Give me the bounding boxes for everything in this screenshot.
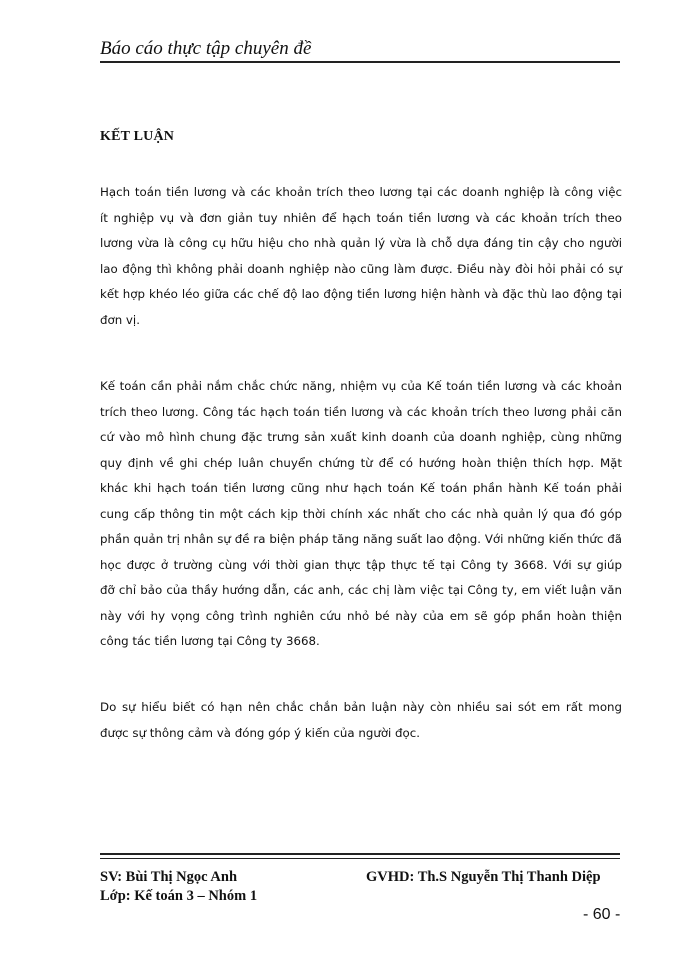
paragraph-line: ít nghiệp vụ và đơn giản tuy nhiên để hạch toán tiền lương và các khoản trích theo: [100, 210, 622, 225]
paragraph-line: cứ vào mô hình chung đặc trưng sản xuất kinh doanh của doanh nghiệp, cùng những: [100, 430, 622, 444]
paragraph-line: Hạch toán tiền lương và các khoản trích theo lương tại các doanh nghiệp là công việc: [100, 185, 622, 199]
footer-rule-thin: [100, 858, 620, 859]
paragraph-line: Do sự hiểu biết có hạn nên chắc chắn bản luận này còn nhiều sai sót em rất mong: [100, 700, 622, 714]
header-rule: [100, 61, 620, 63]
paragraph-line: học được ở trường cùng với thời gian thực tập thực tế tại Công ty 3668. Với sự giúp: [100, 557, 622, 572]
paragraph-line: đơn vị.: [100, 312, 140, 327]
paragraph-line: lương vừa là công cụ hữu hiệu cho nhà quản lý vừa là chỗ dựa đáng tin cậy cho người: [100, 236, 622, 250]
paragraph-line: được sự thông cảm và đóng góp ý kiến của người đọc.: [100, 725, 421, 740]
paragraph-line: kết hợp khéo léo giữa các chế độ lao động tiền lương hiện hành và đặc thù lao động tại: [100, 287, 622, 301]
page-number: - 60 -: [583, 906, 621, 923]
paragraph-line: phần quản trị nhân sự đề ra biện pháp tăng năng suất lao động. Với những kiến thức đã: [100, 532, 622, 546]
paragraph-2: [100, 374, 622, 655]
paragraph-line: khác khi hạch toán tiền lương cũng như hạch toán Kế toán phần hành Kế toán phải: [100, 481, 622, 495]
footer-rule: [100, 853, 620, 855]
supervisor-name: GVHD: Th.S Nguyễn Thị Thanh Diệp: [366, 869, 601, 885]
paragraph-line: trích theo lương. Công tác hạch toán tiền lương và các khoản trích theo lương phải căn: [100, 404, 622, 419]
header-title: Báo cáo thực tập chuyên đề: [100, 38, 312, 59]
student-class: Lớp: Kế toán 3 – Nhóm 1: [100, 888, 258, 904]
paragraph-line: quy định về ghi chép luân chuyển chứng từ để có hướng hoàn thiện thích hợp. Mặt: [100, 455, 622, 470]
paragraph-3: [100, 695, 622, 746]
section-heading: KẾT LUẬN: [100, 129, 175, 144]
paragraph-line: này với hy vọng công trình nghiên cứu nhỏ bé này của em sẽ góp phần hoàn thiện: [100, 608, 622, 623]
paragraph-line: cung cấp thông tin một cách kịp thời chính xác nhất cho các nhà quản lý qua đó góp: [100, 506, 622, 521]
paragraph-1: [100, 180, 622, 333]
student-name: SV: Bùi Thị Ngọc Anh: [100, 869, 238, 885]
paragraph-line: Kế toán cần phải nắm chắc chức năng, nhiệm vụ của Kế toán tiền lương và các khoản: [100, 379, 622, 393]
paragraph-line: đỡ chỉ bảo của thầy hướng dẫn, các anh, các chị làm việc tại Công ty, em viết luận văn: [100, 583, 622, 597]
paragraph-line: lao động thì không phải doanh nghiệp nào cũng làm được. Điều này đòi hỏi phải có sự: [100, 261, 622, 276]
paragraph-line: công tác tiền lương tại Công ty 3668.: [100, 634, 320, 648]
